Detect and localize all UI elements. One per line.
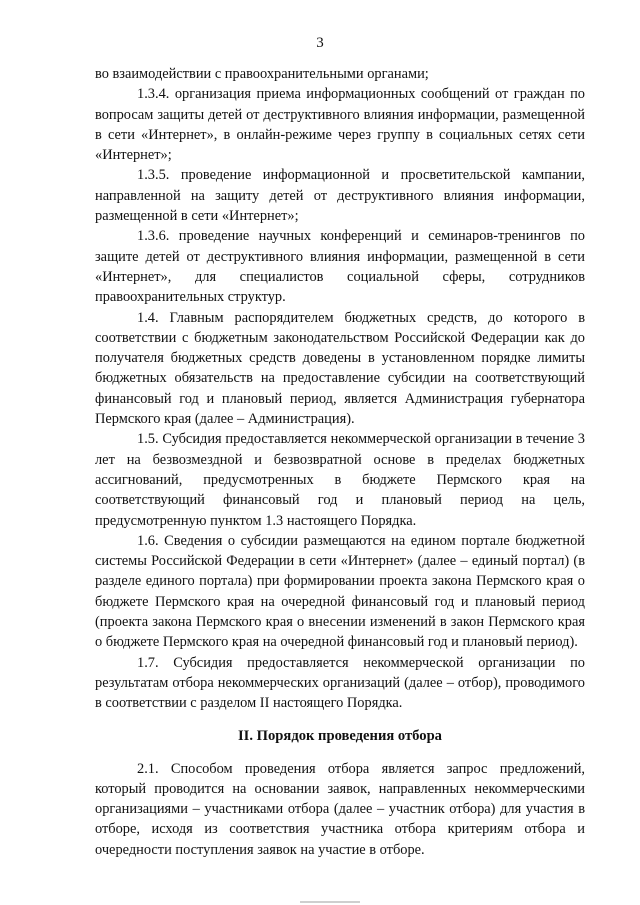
paragraph-1-6: 1.6. Сведения о субсидии размещаются на едином портале бюджетной системы Российской Федерации в сети «Интернет» (далее – единый портал) (в разделе единого портала) при формировании проекта закона Пермского края о бюджете Пермского края на очередной финансовый год и плановый период (проекта закона Пермского края о внесении изменений в закон Пермского края о бюджете Пермского края на очередной финансовый год и плановый период). [95,532,585,651]
paragraph-2-1: 2.1. Способом проведения отбора является запрос предложений, который проводится на основании заявок, направленных некоммерческими организациями – участниками отбора (далее – участник отбора) для участия в отборе, исходя из соответствия участника отбора критериям отбора и очередности поступления заявок на участие в отборе. [95,760,585,858]
paragraph-1-5: 1.5. Субсидия предоставляется некоммерческой организации в течение 3 лет на безвозмездной и безвозвратной основе в пределах бюджетных ассигнований, предусмотренных в бюджете Пермского края на соответствующий финансовый год и плановый период на цель, предусмотренную пунктом 1.3 настоящего Порядка. [95,431,585,529]
paragraph-1-7: 1.7. Субсидия предоставляется некоммерческой организации по результатам отбора некоммерческих организаций (далее – отбор), проводимого в соответствии с разделом II настоящего Порядка. [95,654,585,712]
paragraph-1-3-5: 1.3.5. проведение информационной и просветительской кампании, направленной на защиту детей от деструктивного влияния информации, размещенной в сети «Интернет»; [95,167,585,225]
page-number: 3 [316,35,324,51]
paragraph-1-3-4: 1.3.4. организация приема информационных сообщений от граждан по вопросам защиты детей от деструктивного влияния информации, размещенной в сети «Интернет», в онлайн-режиме через группу в социальных сетях сети «Интернет»; [95,86,585,164]
paragraph-1-3-6: 1.3.6. проведение научных конференций и семинаров-тренингов по защите детей от деструктивного влияния информации, размещенной в сети «Интернет», для специалистов социальной сферы, сотрудников правоохранительных структур. [95,228,585,306]
paragraph-continuation: во взаимодействии с правоохранительными органами; [95,66,429,82]
document-body [95,64,585,860]
scan-artifact [300,901,360,903]
section-heading: II. Порядок проведения отбора [238,727,442,744]
paragraph-1-4: 1.4. Главным распорядителем бюджетных средств, до которого в соответствии с бюджетным законодательством Российской Федерации как до получателя бюджетных средств доведены в установленном порядке лимиты бюджетных обязательств на предоставление субсидии на соответствующий финансовый год и плановый период, является Администрация губернатора Пермского края (далее – Администрация). [95,309,585,428]
